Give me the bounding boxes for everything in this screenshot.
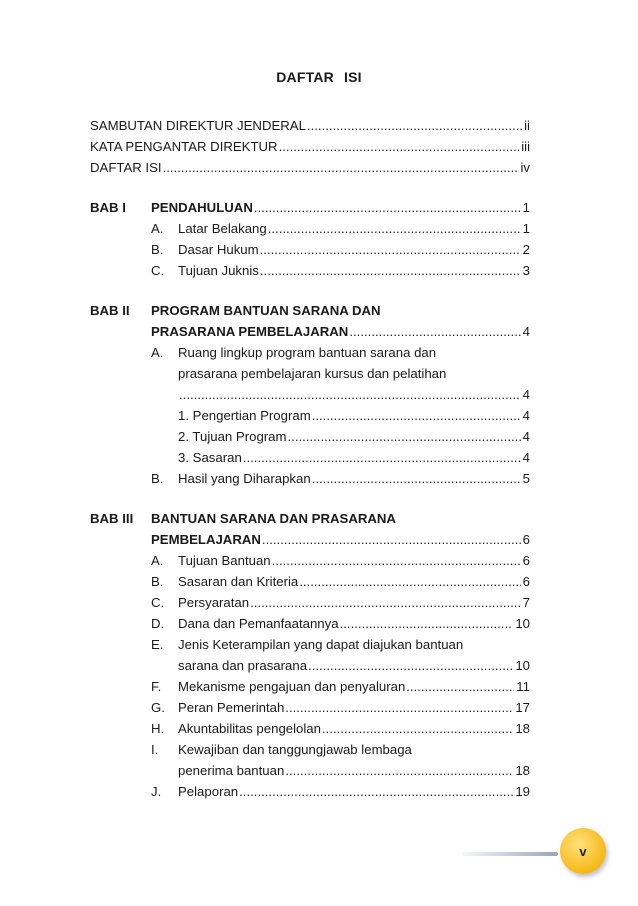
chapter-number: BAB I [90, 200, 126, 215]
dot-leader [340, 613, 514, 634]
dot-leader [268, 218, 521, 239]
toc-entry-page: 4 [522, 408, 530, 423]
dot-leader [254, 197, 521, 218]
chapter-title: PENDAHULUAN [151, 200, 253, 215]
toc-entry-label: Akuntabilitas pengelolan [178, 721, 321, 736]
item-marker: A. [151, 345, 164, 360]
toc-entry-page: 10 [515, 616, 530, 631]
toc-entry-label: Dana dan Pemanfaatannya [178, 616, 339, 631]
toc-entry-latar-belakang[interactable] [90, 218, 530, 239]
dot-leader [285, 760, 513, 781]
toc-entry-ruang-lingkup-cont[interactable] [90, 363, 530, 384]
item-marker: E. [151, 637, 164, 652]
toc-chapter-bab-3-cont[interactable] [90, 529, 530, 550]
page-title: DAFTAR ISI [276, 69, 362, 85]
toc-entry-tujuan-juknis[interactable] [90, 260, 530, 281]
toc-chapter-bab-2[interactable] [90, 300, 530, 321]
chapter-title: PEMBELAJARAN [151, 532, 261, 547]
toc-entry-label: Persyaratan [178, 595, 250, 610]
dot-leader [322, 718, 513, 739]
chapter-number: BAB II [90, 303, 130, 318]
page-number: v [579, 843, 587, 859]
toc-entry-page: 1 [522, 221, 530, 236]
dot-leader [250, 592, 521, 613]
toc-entry-label: prasarana pembelajaran kursus dan pelatihan [178, 366, 447, 381]
toc-entry-page: iv [520, 160, 530, 175]
toc-entry-label: Sasaran dan Kriteria [178, 574, 299, 589]
toc-entry-page: 6 [522, 553, 530, 568]
toc-entry-label: Pelaporan [178, 784, 239, 799]
toc-entry-page: 4 [522, 429, 530, 444]
toc-entry-ruang-lingkup-page[interactable] [90, 384, 530, 405]
toc-entry-label: Peran Pemerintah [178, 700, 285, 715]
toc-entry-pelaporan[interactable] [90, 781, 530, 802]
toc-entry-jenis-keterampilan[interactable] [90, 634, 530, 655]
toc-entry-sasaran-kriteria[interactable] [90, 571, 530, 592]
toc-entry-sasaran[interactable] [90, 447, 530, 468]
item-marker: C. [151, 263, 165, 278]
dot-leader [312, 468, 521, 489]
item-marker: F. [151, 679, 162, 694]
toc-entry-page: 4 [522, 387, 530, 402]
chapter-title: BANTUAN SARANA DAN PRASARANA [151, 511, 396, 526]
dot-leader [239, 781, 513, 802]
dot-leader [308, 655, 513, 676]
toc-entry-label: Hasil yang Diharapkan [178, 471, 311, 486]
toc-entry-label: Kewajiban dan tanggungjawab lembaga [178, 742, 412, 757]
toc-entry-kata-pengantar[interactable] [90, 136, 530, 157]
toc-entry-label: KATA PENGANTAR DIREKTUR [90, 139, 278, 154]
dot-leader [260, 239, 521, 260]
toc-entry-label: DAFTAR ISI [90, 160, 162, 175]
toc-entry-label: 3. Sasaran [178, 450, 242, 465]
chapter-title: PROGRAM BANTUAN SARANA DAN [151, 303, 381, 318]
toc-entry-mekanisme[interactable] [90, 676, 530, 697]
toc-entry-page: 4 [522, 450, 530, 465]
dot-leader [285, 697, 513, 718]
toc-chapter-bab-3[interactable] [90, 508, 530, 529]
toc-entry-label: 2. Tujuan Program [178, 429, 287, 444]
item-marker: I. [151, 742, 159, 757]
page-number-badge [560, 828, 606, 874]
toc-entry-ruang-lingkup[interactable] [90, 342, 530, 363]
item-marker: H. [151, 721, 165, 736]
toc-entry-page: 1 [522, 200, 530, 215]
toc-entry-jenis-keterampilan-cont[interactable] [90, 655, 530, 676]
dot-leader [260, 260, 521, 281]
dot-leader [312, 405, 521, 426]
toc-entry-akuntabilitas[interactable] [90, 718, 530, 739]
table-of-contents [90, 115, 530, 802]
toc-entry-label: Ruang lingkup program bantuan sarana dan [178, 345, 437, 360]
toc-entry-label: Mekanisme pengajuan dan penyaluran [178, 679, 406, 694]
toc-entry-label: Tujuan Juknis [178, 263, 259, 278]
item-marker: J. [151, 784, 162, 799]
dot-leader [299, 571, 520, 592]
toc-entry-page: iii [521, 139, 530, 154]
toc-entry-page: 19 [515, 784, 530, 799]
dot-leader [243, 447, 521, 468]
item-marker: A. [151, 221, 164, 236]
item-marker: C. [151, 595, 165, 610]
dot-leader [288, 426, 521, 447]
toc-entry-sambutan[interactable] [90, 115, 530, 136]
dot-leader [349, 321, 520, 342]
toc-entry-tujuan-bantuan[interactable] [90, 550, 530, 571]
item-marker: B. [151, 574, 164, 589]
toc-entry-tujuan-program[interactable] [90, 426, 530, 447]
toc-entry-page: 6 [522, 532, 530, 547]
dot-leader [262, 529, 521, 550]
toc-entry-label: 1. Pengertian Program [178, 408, 311, 423]
toc-entry-page: 5 [522, 471, 530, 486]
toc-entry-pengertian-program[interactable] [90, 405, 530, 426]
toc-entry-persyaratan[interactable] [90, 592, 530, 613]
dot-leader [307, 115, 522, 136]
toc-entry-label: Dasar Hukum [178, 242, 259, 257]
item-marker: D. [151, 616, 165, 631]
toc-entry-page: 11 [516, 679, 530, 694]
toc-entry-label: Tujuan Bantuan [178, 553, 271, 568]
toc-entry-page: 3 [522, 263, 530, 278]
item-marker: B. [151, 471, 164, 486]
toc-entry-label: Latar Belakang [178, 221, 267, 236]
toc-entry-peran-pemerintah[interactable] [90, 697, 530, 718]
toc-entry-label: Jenis Keterampilan yang dapat diajukan bantuan [178, 637, 464, 652]
item-marker: B. [151, 242, 164, 257]
toc-entry-page: 10 [515, 658, 530, 673]
toc-entry-page: 17 [515, 700, 530, 715]
dot-leader [179, 384, 521, 405]
dot-leader [406, 676, 514, 697]
toc-entry-dasar-hukum[interactable] [90, 239, 530, 260]
toc-entry-daftar-isi[interactable] [90, 157, 530, 178]
toc-entry-label: SAMBUTAN DIREKTUR JENDERAL [90, 118, 306, 133]
chapter-number: BAB III [90, 511, 134, 526]
toc-entry-page: 4 [522, 324, 530, 339]
item-marker: G. [151, 700, 165, 715]
dot-leader [279, 136, 520, 157]
toc-entry-page: 18 [515, 721, 530, 736]
toc-entry-page: ii [524, 118, 530, 133]
toc-entry-page: 6 [522, 574, 530, 589]
toc-entry-dana[interactable] [90, 613, 530, 634]
footer-decoration-line [462, 852, 558, 856]
toc-entry-kewajiban[interactable] [90, 739, 530, 760]
toc-entry-page: 7 [522, 595, 530, 610]
toc-entry-label: sarana dan prasarana [178, 658, 308, 673]
chapter-title: PRASARANA PEMBELAJARAN [151, 324, 349, 339]
toc-entry-page: 2 [522, 242, 530, 257]
toc-chapter-bab-1[interactable] [90, 197, 530, 218]
item-marker: A. [151, 553, 164, 568]
toc-entry-hasil[interactable] [90, 468, 530, 489]
toc-entry-label: penerima bantuan [178, 763, 285, 778]
dot-leader [272, 550, 521, 571]
toc-chapter-bab-2-cont[interactable] [90, 321, 530, 342]
toc-entry-page: 18 [515, 763, 530, 778]
dot-leader [163, 157, 519, 178]
toc-entry-kewajiban-cont[interactable] [90, 760, 530, 781]
